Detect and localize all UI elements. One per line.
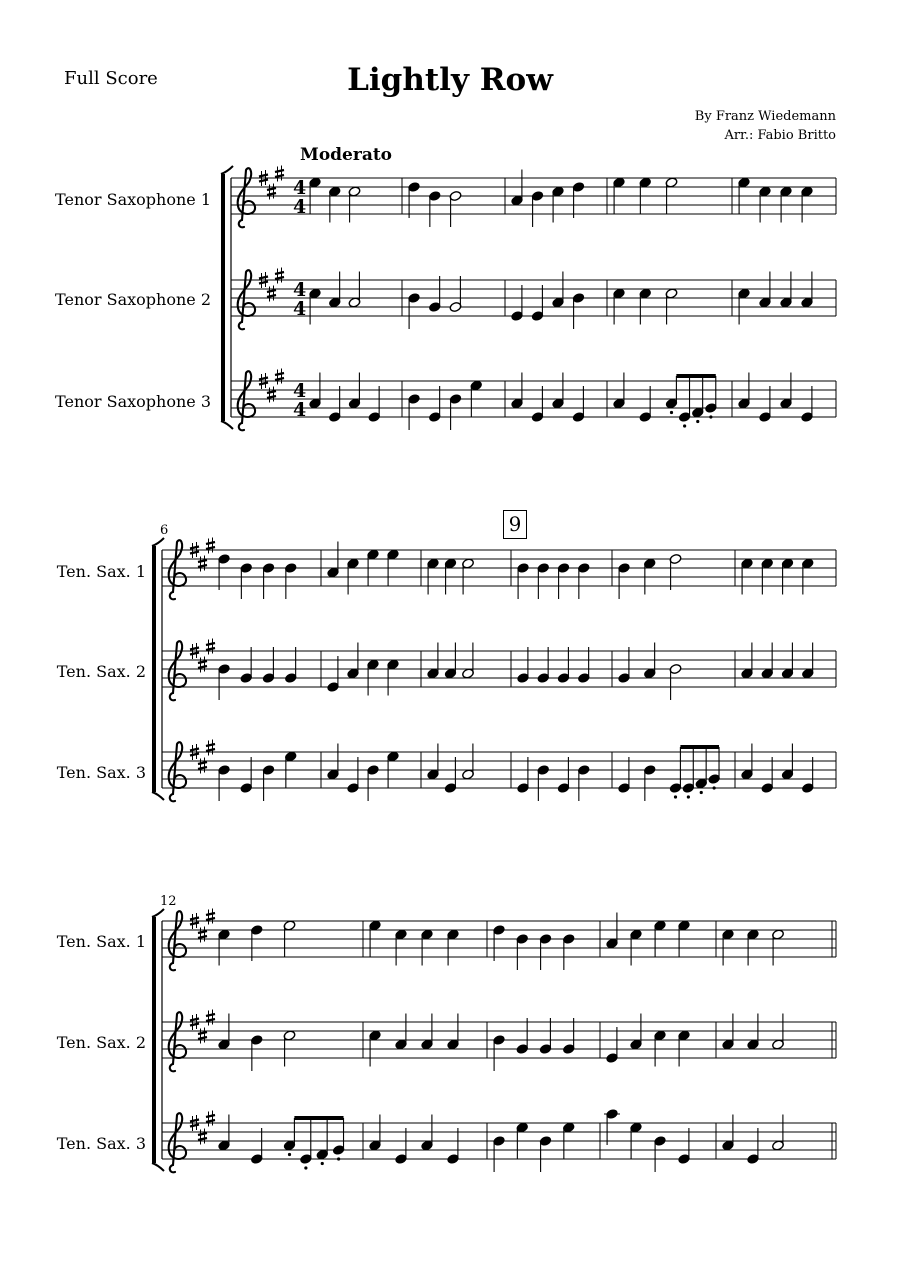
note [682, 747, 695, 799]
note [537, 764, 550, 801]
note [761, 558, 774, 595]
note [562, 1122, 575, 1159]
note [395, 929, 408, 966]
note [759, 272, 772, 309]
staccato-dot [709, 415, 712, 418]
note [557, 647, 570, 684]
note [613, 288, 626, 325]
note [328, 186, 341, 223]
note [369, 920, 382, 957]
instrument-label-s2-1: Ten. Sax. 1 [56, 562, 146, 581]
note [299, 1118, 312, 1170]
sharp-icon [206, 1111, 215, 1127]
staccato-dot [337, 1157, 340, 1160]
note [387, 549, 400, 586]
note [708, 747, 721, 790]
note [704, 376, 717, 419]
bracket-top [152, 909, 164, 917]
note [780, 186, 793, 223]
note [738, 373, 751, 410]
note [462, 744, 475, 781]
note [801, 386, 814, 423]
note [741, 744, 754, 781]
note [801, 558, 814, 595]
note [427, 744, 440, 781]
note [665, 177, 678, 214]
note [511, 285, 524, 322]
note [630, 1014, 643, 1051]
note [759, 186, 772, 223]
note [309, 288, 322, 325]
note [780, 272, 793, 309]
note [552, 272, 565, 309]
note [517, 757, 530, 794]
treble-clef-icon [169, 742, 186, 801]
bracket-bottom [221, 421, 233, 429]
note [462, 643, 475, 680]
part-label: Full Score [64, 68, 158, 89]
note [669, 553, 682, 590]
note [722, 929, 735, 966]
staff [231, 166, 836, 228]
note [262, 647, 275, 684]
sharp-icon [198, 927, 207, 943]
note [678, 1128, 691, 1165]
note [449, 190, 462, 227]
note [218, 1014, 231, 1051]
instrument-label-s2-2: Ten. Sax. 2 [56, 662, 146, 681]
note [444, 643, 457, 680]
treble-clef-icon [169, 641, 186, 700]
note [283, 1030, 296, 1067]
note [759, 386, 772, 423]
note [332, 1118, 345, 1161]
measure-number-6: 6 [160, 523, 169, 538]
sharp-icon [198, 1129, 207, 1145]
measure-number-12: 12 [160, 894, 177, 909]
note [604, 1108, 620, 1145]
treble-clef-icon [169, 1113, 186, 1172]
staccato-dot [674, 795, 677, 798]
note [449, 393, 462, 430]
note [408, 181, 421, 218]
treble-clef-icon [238, 270, 255, 329]
note [761, 643, 774, 680]
note [387, 751, 400, 788]
note [347, 757, 360, 794]
note [665, 288, 678, 325]
note [511, 170, 524, 207]
note [447, 1128, 460, 1165]
note [618, 562, 631, 599]
bracket-bottom [152, 1163, 164, 1171]
system-1 [221, 166, 836, 431]
staccato-dot [713, 786, 716, 789]
note [218, 663, 231, 700]
note [531, 386, 544, 423]
note [284, 562, 297, 599]
note [218, 929, 231, 966]
sharp-icon [198, 758, 207, 774]
note [368, 386, 381, 423]
note [240, 562, 253, 599]
note [517, 647, 530, 684]
note [630, 929, 643, 966]
note [369, 1115, 382, 1152]
note [552, 373, 565, 410]
sharp-icon [206, 538, 215, 554]
note [780, 373, 793, 410]
note [449, 276, 462, 313]
note [327, 656, 340, 693]
tempo-marking: Moderato [300, 145, 393, 165]
note [801, 643, 814, 680]
bracket-top [221, 166, 233, 174]
note [669, 663, 682, 700]
note [369, 1030, 382, 1067]
note [516, 933, 529, 970]
note [316, 1118, 329, 1165]
staff [162, 1108, 836, 1172]
note [516, 1018, 529, 1055]
note [428, 190, 441, 227]
note [387, 659, 400, 696]
note [654, 1030, 667, 1067]
note [643, 643, 656, 680]
note [427, 558, 440, 595]
sharp-icon [275, 268, 284, 284]
note [577, 764, 590, 801]
note [347, 643, 360, 680]
staff [162, 740, 836, 802]
note [722, 1014, 735, 1051]
note [367, 764, 380, 801]
sharp-icon [206, 639, 215, 655]
sharp-icon [198, 657, 207, 673]
note [511, 373, 524, 410]
note [408, 393, 421, 430]
note [613, 373, 626, 410]
note [772, 1115, 785, 1152]
sharp-icon [275, 369, 284, 385]
note [539, 933, 552, 970]
note [639, 288, 652, 325]
staccato-dot [683, 424, 686, 427]
note [562, 933, 575, 970]
page-title: Lightly Row [347, 62, 553, 98]
staff [162, 1010, 836, 1072]
treble-clef-icon [169, 540, 186, 599]
note [309, 373, 322, 410]
note [738, 288, 751, 325]
bracket-bottom [152, 792, 164, 800]
sharp-icon [206, 909, 215, 925]
note [557, 562, 570, 599]
instrument-label-s1-2: Tenor Saxophone 2 [55, 290, 211, 309]
note [552, 186, 565, 223]
note [669, 747, 682, 799]
note [678, 376, 691, 428]
sharp-icon [267, 286, 276, 302]
note [761, 757, 774, 794]
treble-clef-icon [169, 911, 186, 970]
note [447, 929, 460, 966]
note [606, 913, 619, 950]
instrument-label-s3-1: Ten. Sax. 1 [56, 932, 146, 951]
note [367, 659, 380, 696]
note [240, 757, 253, 794]
note [539, 1135, 552, 1172]
staccato-dot [687, 795, 690, 798]
note [643, 764, 656, 801]
staccato-dot [670, 411, 673, 414]
note [801, 186, 814, 223]
staff [162, 639, 836, 701]
note [218, 1115, 231, 1152]
note [283, 920, 296, 957]
note [537, 562, 550, 599]
instrument-label-s1-1: Tenor Saxophone 1 [55, 190, 211, 209]
note [741, 558, 754, 595]
time-signature-denominator: 4 [293, 196, 307, 218]
system-bracket [152, 546, 156, 792]
treble-clef-icon [169, 1012, 186, 1071]
note [654, 1135, 667, 1172]
note [781, 643, 794, 680]
note [517, 562, 530, 599]
sharp-icon [267, 387, 276, 403]
note [572, 386, 585, 423]
note [428, 276, 441, 313]
sharp-icon [198, 556, 207, 572]
note [250, 924, 263, 961]
sharp-icon [206, 1010, 215, 1026]
note [557, 757, 570, 794]
note [284, 647, 297, 684]
note [577, 562, 590, 599]
note [367, 549, 380, 586]
note [537, 647, 550, 684]
note [516, 1122, 529, 1159]
note [444, 558, 457, 595]
note [577, 647, 590, 684]
time-signature-denominator: 4 [293, 298, 307, 320]
staff [231, 268, 836, 330]
note [618, 647, 631, 684]
note [613, 177, 626, 214]
note [395, 1014, 408, 1051]
note [695, 747, 708, 794]
note [240, 647, 253, 684]
system-3 [152, 909, 836, 1173]
note [348, 272, 361, 309]
note [327, 542, 340, 579]
note [618, 757, 631, 794]
staccato-dot [304, 1166, 307, 1169]
note [801, 757, 814, 794]
note [348, 186, 361, 223]
note [462, 558, 475, 595]
time-signature-numerator: 4 [293, 177, 307, 199]
note [801, 272, 814, 309]
note [722, 1115, 735, 1152]
note [347, 558, 360, 595]
note [444, 757, 457, 794]
note [772, 1014, 785, 1051]
staff [162, 909, 836, 971]
system-bracket [152, 917, 156, 1163]
note [421, 1014, 434, 1051]
note [572, 292, 585, 329]
rehearsal-mark: 9 [503, 510, 527, 539]
note [539, 1018, 552, 1055]
sharp-icon [267, 184, 276, 200]
instrument-label-s3-2: Ten. Sax. 2 [56, 1033, 146, 1052]
note [327, 744, 340, 781]
note [218, 553, 231, 590]
note [328, 272, 341, 309]
note [447, 1014, 460, 1051]
note [262, 764, 275, 801]
note [284, 751, 297, 788]
note [250, 1128, 263, 1165]
note [772, 929, 785, 966]
note [781, 558, 794, 595]
staccato-dot [288, 1153, 291, 1156]
note [606, 1027, 619, 1064]
staccato-dot [696, 420, 699, 423]
treble-clef-icon [238, 371, 255, 430]
note [262, 562, 275, 599]
time-signature-denominator: 4 [293, 399, 307, 421]
note [691, 376, 704, 423]
note [781, 744, 794, 781]
note [427, 643, 440, 680]
note [531, 190, 544, 227]
instrument-label-s3-3: Ten. Sax. 3 [56, 1134, 146, 1153]
note [747, 929, 760, 966]
note [741, 643, 754, 680]
system-2 [152, 538, 836, 802]
arranger-credit: Arr.: Fabio Britto [724, 128, 836, 143]
note [747, 1128, 760, 1165]
note [470, 380, 483, 417]
treble-clef-icon [238, 168, 255, 227]
note [747, 1014, 760, 1051]
note [531, 285, 544, 322]
note [562, 1018, 575, 1055]
note [643, 558, 656, 595]
system-bracket [221, 174, 225, 421]
staff [231, 369, 836, 431]
sharp-icon [275, 166, 284, 182]
instrument-label-s2-3: Ten. Sax. 3 [56, 763, 146, 782]
note [678, 920, 691, 957]
note [395, 1128, 408, 1165]
note [309, 177, 322, 214]
composer-credit: By Franz Wiedemann [694, 109, 836, 124]
note [348, 373, 361, 410]
note [328, 386, 341, 423]
note [654, 920, 667, 957]
note [218, 764, 231, 801]
note [428, 386, 441, 423]
time-signature-numerator: 4 [293, 380, 307, 402]
staccato-dot [321, 1162, 324, 1165]
note [572, 181, 585, 218]
note [493, 924, 506, 961]
staccato-dot [700, 791, 703, 794]
note [421, 1115, 434, 1152]
note [630, 1122, 643, 1159]
note [639, 386, 652, 423]
note [408, 292, 421, 329]
sharp-icon [206, 740, 215, 756]
note [493, 1034, 506, 1071]
note [738, 177, 751, 214]
bracket-top [152, 538, 164, 546]
note [493, 1135, 506, 1172]
time-signature-numerator: 4 [293, 279, 307, 301]
note [639, 177, 652, 214]
sharp-icon [198, 1028, 207, 1044]
staff [162, 538, 836, 600]
note [421, 929, 434, 966]
instrument-label-s1-3: Tenor Saxophone 3 [55, 392, 211, 411]
note [250, 1034, 263, 1071]
note [678, 1030, 691, 1067]
